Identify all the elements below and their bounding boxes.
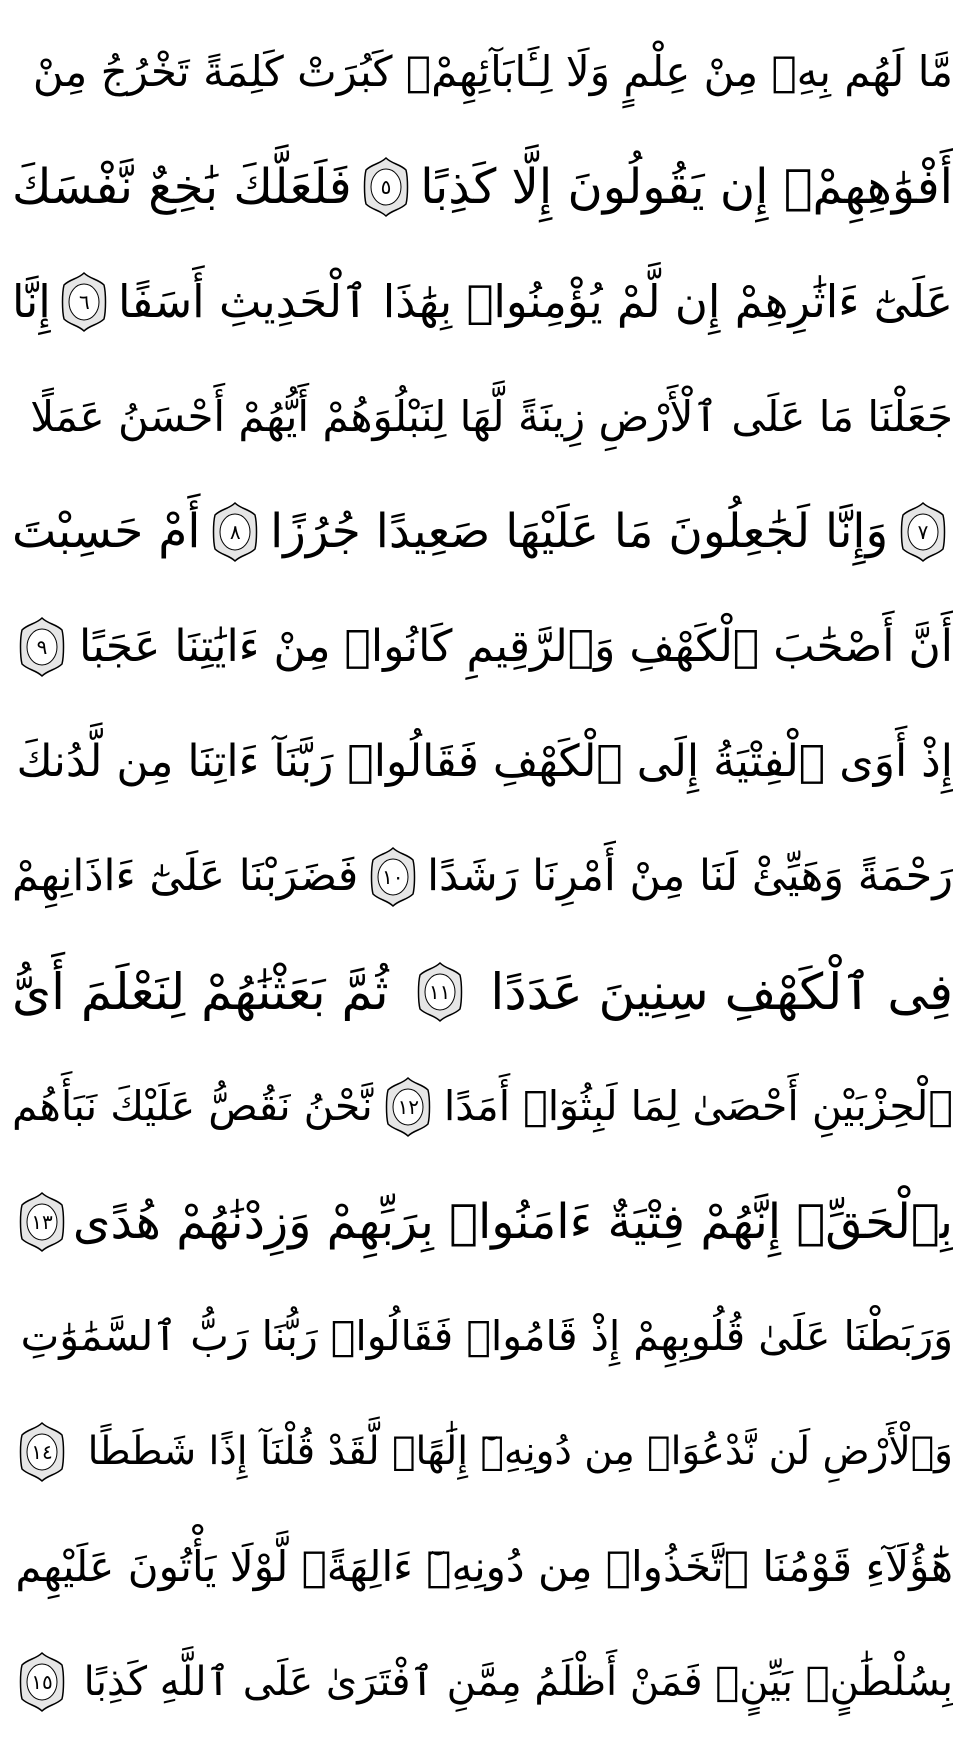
verse-line-10 [12,1049,953,1164]
ayah-number: ١٢ [397,1094,420,1119]
verse-text: أَفْوَٰهِهِمْۚ إِن يَقُولُونَ إِلَّا كَذِبًا [420,158,953,215]
verse-text: ثُمَّ بَعَثْنَٰهُمْ لِنَعْلَمَ أَىُّ [12,962,389,1021]
verse-text: وَٱلْأَرْضِ لَن نَّدْعُوَا۟ مِن دُونِهِۦٓ إِلَٰهًاۖ لَّقَدْ قُلْنَآ إِذًا شَطَطًا [87,1429,953,1474]
verse-line-5 [12,474,953,589]
verse-text: أَنَّ أَصْحَٰبَ ٱلْكَهْفِ وَٱلرَّقِيمِ كَانُوا۟ مِنْ ءَايَٰتِنَا عَجَبًا [79,620,953,672]
verse-line-8 [12,819,953,934]
verse-text: وَرَبَطْنَا عَلَىٰ قُلُوبِهِمْ إِذْ قَامُوا۟ فَقَالُوا۟ رَبُّنَا رَبُّ ٱلسَّمَٰوَٰتِ [20,1312,953,1360]
verse-text: فَضَرَبْنَا عَلَىٰٓ ءَاذَانِهِمْ [12,851,359,901]
verse-text: فَلَعَلَّكَ بَٰخِعٌ نَّفْسَكَ [12,158,352,215]
ayah-number-marker [211,501,259,563]
ayah-number-marker [416,961,464,1023]
ayah-number: ١٣ [31,1209,53,1234]
ayah-number-marker [384,1076,432,1138]
verse-text: عَلَىٰٓ ءَاثَٰرِهِمْ إِن لَّمْ يُؤْمِنُوا۟ بِهَٰذَا ٱلْحَدِيثِ أَسَفًا [117,275,953,328]
verse-text: بِٱلْحَقِّۚ إِنَّهُمْ فِتْيَةٌ ءَامَنُوا۟ بِرَبِّهِمْ وَزِدْنَٰهُمْ هُدًى [72,1193,953,1250]
verse-text: جَعَلْنَا مَا عَلَى ٱلْأَرْضِ زِينَةً لَّهَا لِنَبْلُوَهُمْ أَيُّهُمْ أَحْسَنُ عَمَلًا [30,391,953,441]
verse-line-4 [12,359,953,474]
verse-line-15 [12,1624,953,1739]
verse-text: وَإِنَّا لَجَٰعِلُونَ مَا عَلَيْهَا صَعِيدًا جُرُزًا [270,504,889,559]
verse-text: ٱلْحِزْبَيْنِ أَحْصَىٰ لِمَا لَبِثُوٓا۟ أَمَدًا [443,1082,953,1130]
ayah-number: ٥ [380,174,392,199]
ayah-number-marker [18,1421,66,1483]
ayah-number: ٦ [78,289,90,314]
verse-text: مَّا لَهُم بِهِۦ مِنْ عِلْمٍ وَلَا لِـَٔابَآئِهِمْۚ كَبُرَتْ كَلِمَةً تَخْرُجُ مِنْ [32,46,953,96]
ayah-number-marker [899,501,947,563]
verse-line-13 [12,1394,953,1509]
verse-line-12 [12,1279,953,1394]
verse-text: رَحْمَةً وَهَيِّئْ لَنَا مِنْ أَمْرِنَا رَشَدًا [427,851,953,901]
ayah-number: ١٠ [382,864,404,889]
verse-line-11 [12,1164,953,1279]
verse-line-2 [12,129,953,244]
verse-text: إِنَّا [12,275,51,328]
ayah-number-marker [18,616,66,678]
verse-text: نَّحْنُ نَقُصُّ عَلَيْكَ نَبَأَهُم [12,1082,373,1130]
verse-text: بِسُلْطَٰنٍۭ بَيِّنٍۖ فَمَنْ أَظْلَمُ مِمَّنِ ٱفْتَرَىٰ عَلَى ٱللَّهِ كَذِبًا [83,1658,953,1705]
verse-text: فِى ٱلْكَهْفِ سِنِينَ عَدَدًا [490,962,953,1021]
ayah-number-marker [369,846,417,908]
ayah-number-marker [60,271,108,333]
verse-line-1 [12,14,953,129]
ayah-number: ٨ [229,519,241,544]
verse-text: أَمْ حَسِبْتَ [12,504,201,559]
verse-line-6 [12,589,953,704]
ayah-number: ١٤ [31,1439,53,1464]
ayah-number: ٧ [917,519,929,544]
verse-text: إِذْ أَوَى ٱلْفِتْيَةُ إِلَى ٱلْكَهْفِ فَقَالُوا۟ رَبَّنَآ ءَاتِنَا مِن لَّدُنكَ [16,735,953,787]
verse-text: هَٰٓؤُلَآءِ قَوْمُنَا ٱتَّخَذُوا۟ مِن دُونِهِۦٓ ءَالِهَةًۖ لَّوْلَا يَأْتُونَ عَلَيْهِم [15,1541,953,1591]
ayah-number-marker [18,1191,66,1253]
verse-line-7 [12,704,953,819]
verse-line-9 [12,934,953,1049]
verse-line-14 [12,1509,953,1624]
ayah-number: ١١ [428,979,451,1004]
ayah-number: ١٥ [31,1669,53,1694]
ayah-number-marker [18,1651,66,1713]
ayah-number: ٩ [36,634,48,659]
verse-line-3 [12,244,953,359]
ayah-number-marker [362,156,410,218]
